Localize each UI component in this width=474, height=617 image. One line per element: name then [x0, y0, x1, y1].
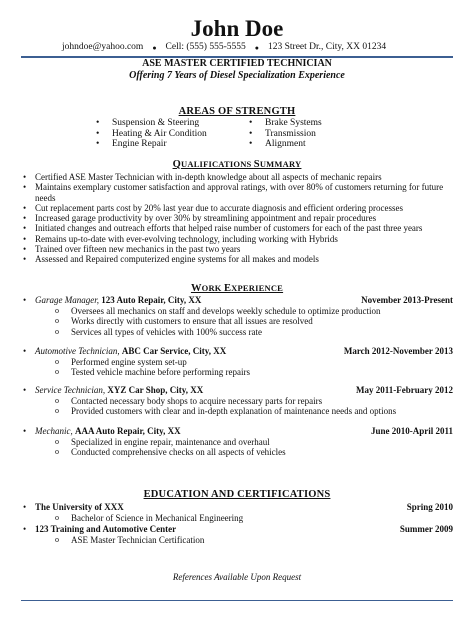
bullet-separator-icon: ●: [254, 44, 259, 52]
job-employer: 123 Auto Repair, City, XX: [101, 295, 202, 305]
qualification-item: • Certified ASE Master Technician with in-depth knowledge about all aspects of mechanic repairs: [23, 172, 455, 182]
education-details: [23, 513, 453, 523]
footer-divider: [21, 600, 453, 601]
resume-title: ASE MASTER CERTIFIED TECHNICIAN: [142, 58, 332, 69]
institution-name: The University of XXX: [35, 502, 124, 512]
job-duty: o Services all types of vehicles with 100% success rate: [23, 327, 453, 337]
strength-item: • Engine Repair: [96, 139, 249, 150]
job-duty: o Specialized in engine repair, maintenance and overhaul: [23, 437, 453, 447]
job-dates: March 2012-November 2013: [343, 346, 453, 356]
qualification-item: • Maintains exemplary customer satisfaction and approval ratings, with over 80% of customers returning for future needs: [23, 182, 455, 203]
job-duties: [23, 396, 453, 417]
job-dates: June 2010-April 2011: [370, 426, 453, 436]
references-note: References Available Upon Request: [172, 572, 302, 582]
job-role: Mechanic,: [35, 426, 73, 436]
strength-item: • Heating & Air Condition: [96, 129, 249, 140]
education-dates: Summer 2009: [399, 524, 453, 534]
qualification-item: • Assessed and Repaired computerized engine systems for all makes and models: [23, 254, 455, 264]
job-header: [23, 346, 453, 357]
job-dates: May 2011-February 2012: [356, 385, 453, 395]
job-employer: AAA Auto Repair, City, XX: [74, 426, 181, 436]
education-entry: [23, 502, 453, 523]
job-duty: o Contacted necessary body shops to acquire necessary parts for repairs: [23, 396, 453, 406]
applicant-name: John Doe: [190, 16, 284, 41]
qualification-item: • Initiated changes and outreach efforts that helped raise number of customers for each of the past three years: [23, 223, 455, 233]
strength-item: • Alignment: [249, 139, 399, 150]
street-address: 123 Street Dr., City, XX 01234: [268, 42, 387, 52]
education-header: [23, 524, 453, 535]
job-role: Garage Manager,: [35, 295, 99, 305]
job-duty: o Oversees all mechanics on staff and develops weekly schedule to optimize production: [23, 306, 453, 316]
bullet-separator-icon: ●: [152, 44, 157, 52]
strengths-list: [96, 118, 396, 150]
education-entry: [23, 524, 453, 545]
institution-name: 123 Training and Automotive Center: [35, 524, 177, 534]
education-header: [23, 502, 453, 513]
strength-item: • Brake Systems: [249, 118, 399, 129]
strengths-heading: AREAS OF STRENGTH: [178, 106, 296, 117]
resume-subtitle: Offering 7 Years of Diesel Specialization Experience: [129, 70, 345, 81]
contact-line: [62, 42, 422, 54]
job-duty: o Performed engine system set-up: [23, 357, 453, 367]
education-dates: Spring 2010: [406, 502, 453, 512]
qualification-item: • Cut replacement parts cost by 20% last year due to accurate diagnosis and efficient ordering processes: [23, 203, 455, 213]
qualification-item: • Remains up-to-date with ever-evolving technology, including working with Hybrids: [23, 234, 455, 244]
job-duty: o Tested vehicle machine before performing repairs: [23, 367, 453, 377]
strength-item: • Transmission: [249, 129, 399, 140]
job-duties: [23, 357, 453, 378]
job-duties: [23, 306, 453, 337]
job-employer: ABC Car Service, City, XX: [121, 346, 227, 356]
job-header: [23, 385, 453, 396]
job-entry: [23, 385, 453, 417]
job-duty: o Provided customers with clear and in-depth explanation of maintenance needs and options: [23, 406, 453, 416]
job-duties: [23, 437, 453, 458]
job-duty: o Works directly with customers to ensure that all issues are resolved: [23, 316, 453, 326]
qualifications-heading: QUALIFICATIONS SUMMARY: [172, 159, 302, 170]
qualification-item: • Trained over fifteen new mechanics in the past two years: [23, 244, 455, 254]
job-header: [23, 295, 453, 306]
job-entry: [23, 295, 453, 337]
job-header: [23, 426, 453, 437]
strength-item: • Suspension & Steering: [96, 118, 249, 129]
work-experience-heading: WORK EXPERIENCE: [190, 283, 284, 294]
job-role: Service Technician,: [35, 385, 106, 395]
education-detail: o Bachelor of Science in Mechanical Engineering: [23, 513, 453, 523]
job-role: Automotive Technician,: [35, 346, 120, 356]
qualification-item: • Increased garage productivity by over 30% by streamlining appointment and repair procedures: [23, 213, 455, 223]
qualifications-list: [23, 172, 455, 265]
job-entry: [23, 346, 453, 378]
education-detail: o ASE Master Technician Certification: [23, 535, 453, 545]
education-details: [23, 535, 453, 545]
job-dates: November 2013-Present: [361, 295, 453, 305]
education-heading: EDUCATION AND CERTIFICATIONS: [143, 489, 331, 500]
job-duty: o Conducted comprehensive checks on all aspects of vehicles: [23, 447, 453, 457]
cell-phone: Cell: (555) 555-5555: [165, 42, 246, 52]
job-employer: XYZ Car Shop, City, XX: [107, 385, 204, 395]
job-entry: [23, 426, 453, 458]
email-address: johndoe@yahoo.com: [62, 42, 144, 52]
